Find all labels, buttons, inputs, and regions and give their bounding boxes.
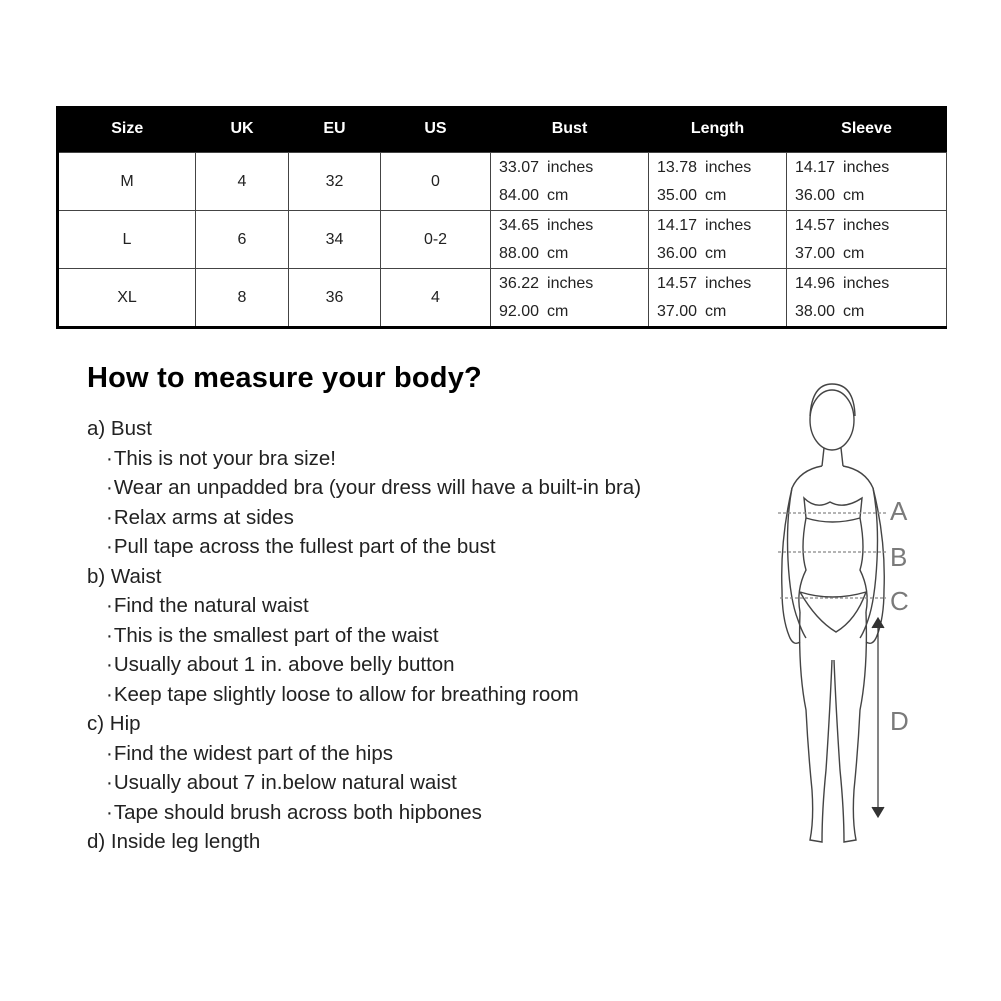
bullet-dot: ·: [106, 653, 113, 676]
length-cm-value: 35.00: [657, 186, 698, 204]
guide-tip-text: This is the smallest part of the waist: [113, 623, 439, 647]
sleeve-inches-line: [795, 270, 946, 298]
size-row: [58, 153, 947, 211]
length-cm-value: 36.00: [657, 244, 698, 262]
guide-tip-text: Pull tape across the fullest part of the bust: [113, 535, 496, 558]
cell-uk: 4: [196, 153, 289, 211]
bust-inches-value: 36.22: [499, 274, 540, 292]
sleeve-inches-value: 14.17: [795, 158, 836, 176]
guide-tip-text: Usually about 1 in. above belly button: [113, 653, 455, 676]
cell-bust: [491, 211, 649, 269]
inside-leg-arrow: [872, 618, 884, 817]
length-inches-line: [657, 270, 786, 298]
bullet-dot: ·: [106, 535, 113, 558]
guide-tip-text: Tape should brush across both hipbones: [113, 800, 482, 824]
size-chart-header-row: [58, 106, 947, 153]
unit-label: inches: [705, 216, 752, 234]
header-size: Size: [58, 106, 196, 153]
bullet-dot: ·: [106, 476, 113, 499]
bullet-dot: ·: [106, 682, 113, 706]
guide-tip: [87, 680, 641, 710]
cell-length: [649, 269, 787, 328]
length-inches-value: 14.17: [657, 216, 698, 234]
bust-inches-value: 34.65: [499, 216, 540, 234]
guide-section-heading: b) Waist: [87, 564, 162, 588]
unit-label: inches: [705, 274, 752, 292]
unit-label: cm: [705, 186, 727, 204]
bullet-dot: ·: [106, 594, 113, 617]
bullet-dot: ·: [106, 623, 113, 647]
guide-tip: [87, 473, 641, 503]
bullet-dot: ·: [106, 505, 113, 529]
body-measurement-figure: [760, 370, 940, 870]
unit-label: inches: [705, 158, 752, 176]
guide-tip: [87, 444, 641, 474]
sleeve-cm-line: [795, 240, 946, 268]
unit-label: cm: [843, 186, 865, 204]
cell-eu: 36: [289, 269, 381, 328]
header-uk: UK: [196, 106, 289, 153]
cell-uk: 8: [196, 269, 289, 328]
bust-cm-line: [499, 298, 648, 326]
length-cm-line: [657, 240, 786, 268]
sleeve-inches-line: [795, 154, 946, 182]
length-cm-value: 37.00: [657, 302, 698, 320]
guide-section-heading: a) Bust: [87, 417, 152, 440]
sleeve-inches-value: 14.96: [795, 274, 836, 292]
unit-label: cm: [547, 302, 569, 320]
unit-label: inches: [547, 158, 594, 176]
guide-tip: [87, 798, 641, 828]
cell-sleeve: [787, 211, 947, 269]
measurement-guide-list: [87, 414, 641, 857]
guide-section-heading: d) Inside leg length: [87, 830, 261, 853]
unit-label: inches: [843, 216, 890, 234]
guide-tip-text: Keep tape slightly loose to allow for breathing room: [113, 682, 579, 706]
unit-label: inches: [843, 158, 890, 176]
header-us: US: [381, 106, 491, 153]
guide-tip: [87, 591, 641, 621]
cell-bust: [491, 153, 649, 211]
cell-size: M: [58, 153, 196, 211]
length-inches-line: [657, 154, 786, 182]
header-length: Length: [649, 106, 787, 153]
header-eu: EU: [289, 106, 381, 153]
cell-sleeve: [787, 153, 947, 211]
guide-tip-text: Usually about 7 in.below natural waist: [113, 771, 457, 794]
guide-tip: [87, 650, 641, 680]
label-c: C: [890, 586, 909, 616]
label-b: B: [890, 542, 908, 572]
length-inches-value: 14.57: [657, 274, 698, 292]
bust-cm-line: [499, 240, 648, 268]
length-inches-value: 13.78: [657, 158, 698, 176]
guide-tip: [87, 503, 641, 533]
cell-eu: 34: [289, 211, 381, 269]
guide-tip-text: Wear an unpadded bra (your dress will have a built-in bra): [113, 476, 642, 499]
unit-label: inches: [547, 216, 594, 234]
unit-label: cm: [705, 244, 727, 262]
cell-eu: 32: [289, 153, 381, 211]
cell-us: 0: [381, 153, 491, 211]
sleeve-inches-value: 14.57: [795, 216, 836, 234]
guide-tip-text: Find the widest part of the hips: [113, 741, 394, 765]
bullet-dot: ·: [106, 771, 113, 794]
header-sleeve: Sleeve: [787, 106, 947, 153]
bust-cm-value: 84.00: [499, 186, 540, 204]
sleeve-cm-line: [795, 182, 946, 210]
guide-tip-text: Find the natural waist: [113, 594, 309, 617]
header-bust: Bust: [491, 106, 649, 153]
guide-tip: [87, 532, 641, 562]
size-chart-table: [56, 106, 947, 329]
measurement-lines: [778, 513, 888, 598]
cell-uk: 6: [196, 211, 289, 269]
unit-label: inches: [843, 274, 890, 292]
guide-tip-text: Relax arms at sides: [113, 505, 294, 529]
guide-tip-text: This is not your bra size!: [113, 446, 336, 470]
bust-inches-line: [499, 212, 648, 240]
sleeve-cm-line: [795, 298, 946, 326]
unit-label: cm: [547, 186, 569, 204]
size-chart-body: [58, 153, 947, 328]
cell-bust: [491, 269, 649, 328]
length-inches-line: [657, 212, 786, 240]
length-cm-line: [657, 182, 786, 210]
bust-cm-line: [499, 182, 648, 210]
bullet-dot: ·: [106, 741, 113, 765]
unit-label: cm: [547, 244, 569, 262]
cell-length: [649, 211, 787, 269]
cell-size: XL: [58, 269, 196, 328]
guide-title: How to measure your body?: [87, 362, 482, 394]
label-a: A: [890, 496, 908, 526]
bust-cm-value: 92.00: [499, 302, 540, 320]
body-outline: [782, 384, 885, 842]
length-cm-line: [657, 298, 786, 326]
cell-us: 4: [381, 269, 491, 328]
guide-tip: [87, 768, 641, 798]
cell-size: L: [58, 211, 196, 269]
bullet-dot: ·: [106, 800, 113, 824]
cell-sleeve: [787, 269, 947, 328]
bust-inches-line: [499, 270, 648, 298]
unit-label: cm: [843, 244, 865, 262]
guide-tip: [87, 739, 641, 769]
cell-length: [649, 153, 787, 211]
bust-inches-value: 33.07: [499, 158, 540, 176]
unit-label: inches: [547, 274, 594, 292]
unit-label: cm: [705, 302, 727, 320]
size-row: [58, 211, 947, 269]
guide-tip: [87, 621, 641, 651]
cell-us: 0-2: [381, 211, 491, 269]
bust-cm-value: 88.00: [499, 244, 540, 262]
bullet-dot: ·: [106, 446, 113, 470]
guide-section-heading: c) Hip: [87, 712, 141, 735]
sleeve-cm-value: 37.00: [795, 244, 836, 262]
size-row: [58, 269, 947, 328]
sleeve-cm-value: 38.00: [795, 302, 836, 320]
bust-inches-line: [499, 154, 648, 182]
sleeve-inches-line: [795, 212, 946, 240]
label-d: D: [890, 706, 909, 736]
unit-label: cm: [843, 302, 865, 320]
sleeve-cm-value: 36.00: [795, 186, 836, 204]
